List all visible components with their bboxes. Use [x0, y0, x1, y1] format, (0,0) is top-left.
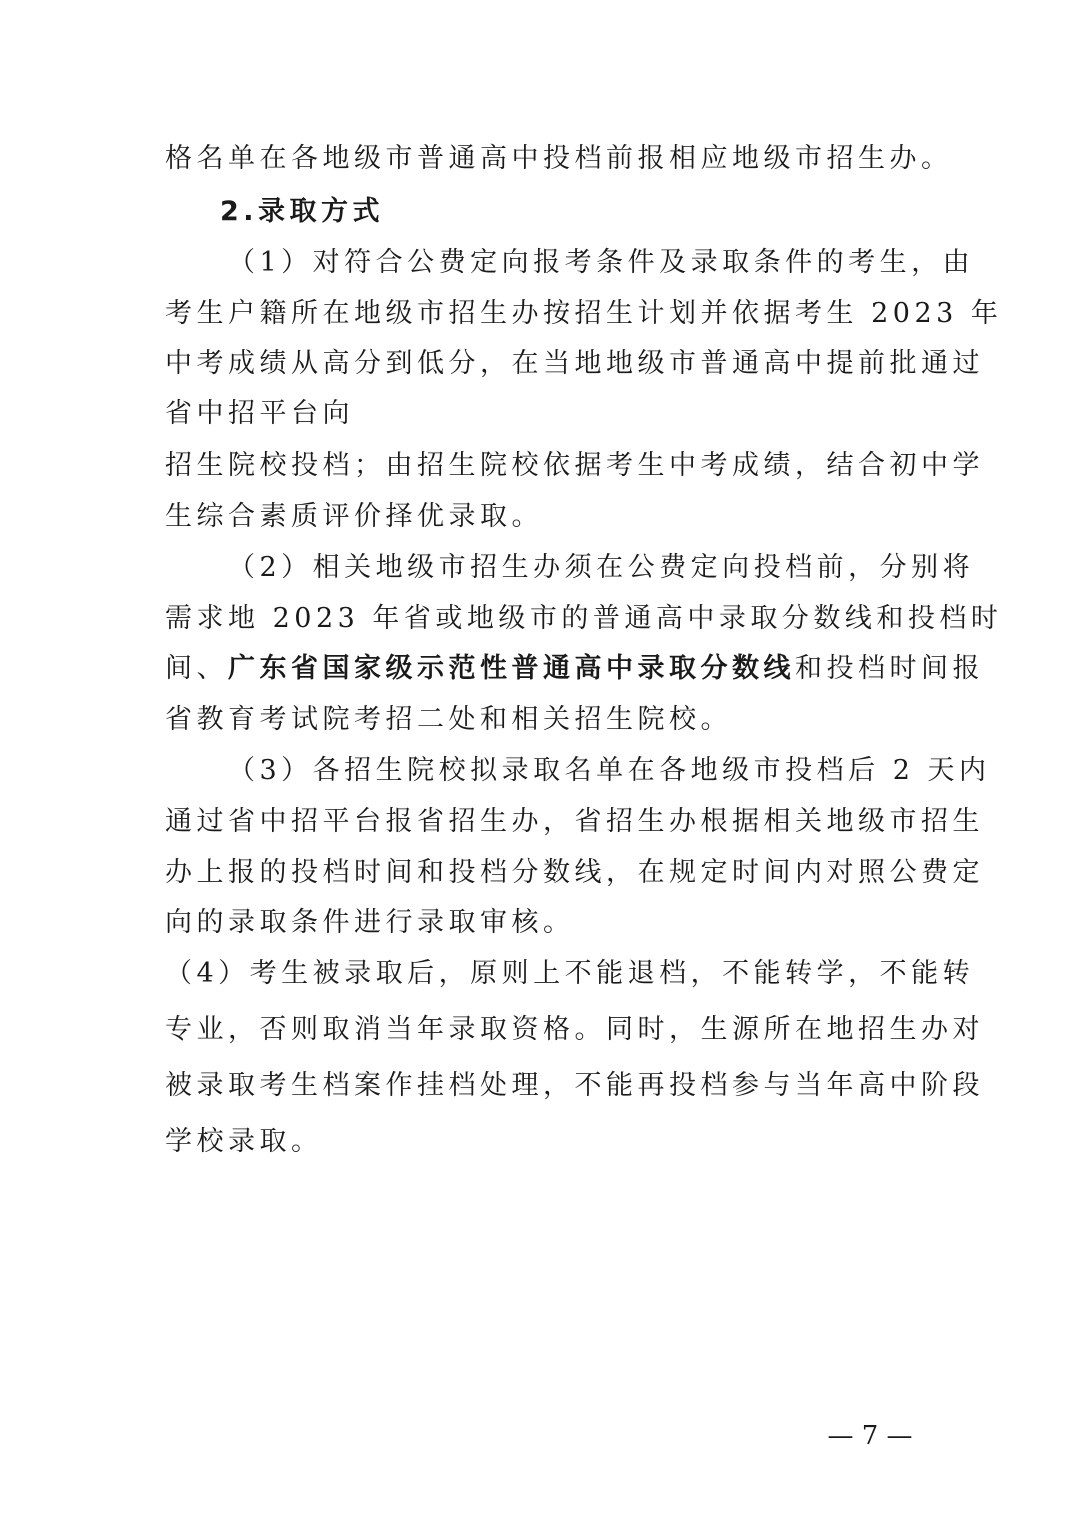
text-line: 生综合素质评价择优录取。	[165, 501, 543, 532]
text-line: 专业，否则取消当年录取资格。同时，生源所在地招生办对	[165, 1014, 984, 1045]
text-line: 办上报的投档时间和投档分数线，在规定时间内对照公费定	[165, 857, 984, 888]
text-line: （2）相关地级市招生办须在公费定向投档前，分别将	[228, 552, 975, 583]
text-line: 招生院校投档；由招生院校依据考生中考成绩，结合初中学	[165, 450, 984, 481]
page-number: — 7 —	[827, 1421, 913, 1451]
text-line: 格名单在各地级市普通高中投档前报相应地级市招生办。	[165, 143, 953, 174]
text-line: 学校录取。	[165, 1126, 323, 1157]
text-line: 通过省中招平台报省招生办，省招生办根据相关地级市招生	[165, 806, 984, 837]
text-line: 考生户籍所在地级市招生办按招生计划并依据考生 2023 年	[165, 298, 1003, 329]
text-segment: 和投档时间报	[795, 653, 984, 684]
text-line: 中考成绩从高分到低分，在当地地级市普通高中提前批通过	[165, 348, 984, 379]
text-line: （3）各招生院校拟录取名单在各地级市投档后 2 天内	[228, 755, 991, 786]
bold-emphasis: 广东省国家级示范性普通高中录取分数线	[228, 653, 795, 684]
text-line: 省中招平台向	[165, 398, 354, 429]
section-heading: 2.录取方式	[220, 196, 385, 227]
text-segment: 间、	[165, 653, 228, 684]
text-line-mixed	[165, 651, 984, 687]
text-line: （4）考生被录取后，原则上不能退档，不能转学，不能转	[165, 958, 975, 989]
text-line: （1）对符合公费定向报考条件及录取条件的考生，由	[228, 247, 975, 278]
text-line: 需求地 2023 年省或地级市的普通高中录取分数线和投档时	[165, 603, 1003, 634]
text-line: 被录取考生档案作挂档处理，不能再投档参与当年高中阶段	[165, 1070, 984, 1101]
text-line: 省教育考试院考招二处和相关招生院校。	[165, 704, 732, 735]
text-line: 向的录取条件进行录取审核。	[165, 907, 575, 938]
